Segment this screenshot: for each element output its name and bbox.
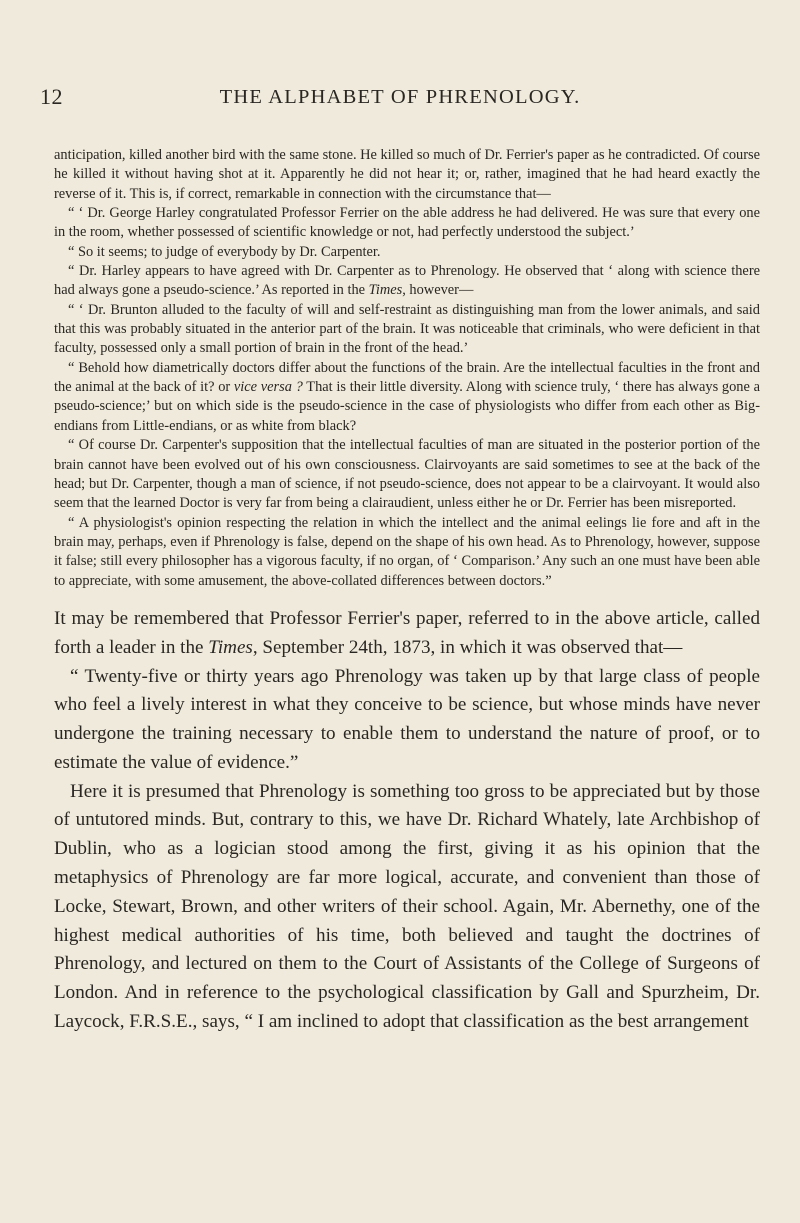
quoted-paragraph: anticipation, killed another bird with the same stone. He killed so much of Dr. Ferrier's paper as he contradicted. Of course he killed it without having shot at it. Apparently he did not hear it; or, rather, imagined that he had heard exactly the reverse of it. This is, if correct, remarkable in connection with the circumstance that—: [54, 147, 760, 202]
main-text-run: , September 24th, 1873, in which it was observed that—: [252, 636, 683, 658]
quoted-text: “ Dr. Harley appears to have agreed with Dr. Carpenter as to Phrenology. He observed that ‘ along with science there had always gone a pseudo-science.’ As reported in the: [54, 263, 760, 299]
quoted-text: “ Behold how diametrically doctors differ about the functions of the brain. Are the intellectual faculties in the front and the animal at the back of it? or: [54, 359, 760, 396]
quoted-paragraph: “ ‘ Dr. Brunton alluded to the faculty of will and self-restraint as distinguishing man from the lower animals, and said that this was probably situated in the anterior part of the brain. It was noticeable that criminals, who were deficient in that faculty, possessed only a small portion of brain in the front of the head.’: [54, 301, 760, 357]
quoted-paragraph: [54, 359, 760, 436]
running-title: THE ALPHABET OF PHRENOLOGY.: [219, 86, 581, 108]
times-italic: Times: [368, 282, 403, 299]
page-body: [54, 146, 760, 1037]
quoted-paragraph: [54, 262, 760, 301]
quoted-text: That is their little diversity. Along with science truly, ‘ there has always gone a pseudo-science;’ but on which side is the pseudo-science in the case of physiologists who differ from each other as Big-endians from Little-endians, or as white from black?: [54, 379, 760, 434]
main-paragraph: Here it is presumed that Phrenology is something too gross to be appreciated but by those of untutored minds. But, contrary to this, we have Dr. Richard Whately, late Archbishop of Dublin, who as a logician stood among the first, giving it as his opinion that the metaphysics of Phrenology are far more logical, accurate, and convenient than those of Locke, Stewart, Brown, and other writers of their school. Again, Mr. Abernethy, one of the highest medical authorities of his time, both believed and taught the doctrines of Phrenology, and lectured on them to the Court of Assistants of the College of Surgeons of London. And in reference to the psychological classification by Gall and Spurzheim, Dr. Laycock, F.R.S.E., says, “ I am inclined to adopt that classification as the best arrangement: [54, 780, 760, 1033]
vice-versa-italic: vice versa ?: [233, 379, 303, 396]
quoted-article: [54, 146, 760, 591]
quoted-text: , however—: [402, 282, 474, 299]
times-italic: Times: [208, 636, 253, 658]
quoted-paragraph: “ A physiologist's opinion respecting the relation in which the intellect and the animal eelings lie fore and aft in the brain may, perhaps, even if Phrenology is false, depend on the shape of his own head. As to Phrenology, however, suppose it false; still every philosopher has a vigorous faculty, if no organ, of ‘ Comparison.’ Any such an one must have been able to appreciate, with some amusement, the above-collated differences between doctors.”: [54, 514, 760, 589]
main-paragraph: [54, 605, 760, 663]
quoted-paragraph: “ Of course Dr. Carpenter's supposition that the intellectual faculties of man are situated in the posterior portion of the brain cannot have been evolved out of his own consciousness. Clairvoyants are said sometimes to see at the back of the head; but Dr. Carpenter, though a man of science, if not pseudo-science, does not appear to be a clairvoyant. It would also seem that the learned Doctor is very far from being a clairaudient, unless either he or Dr. Ferrier has been misreported.: [54, 437, 760, 512]
main-text: [54, 605, 760, 1037]
main-text-run: It may be remembered that Professor Ferrier's paper, referred to in the above article, called forth a leader in the: [54, 607, 760, 658]
quoted-paragraph: “ ‘ Dr. George Harley congratulated Professor Ferrier on the able address he had delivered. He was sure that every one in the room, whether possessed of scientific knowledge or not, had perfectly understood the subject.’: [54, 205, 760, 241]
main-paragraph: “ Twenty-five or thirty years ago Phrenology was taken up by that large class of people who feel a lively interest in what they conceive to be science, but whose minds have never undergone the training necessary to enable them to understand the nature of proof, or to estimate the value of evidence.”: [54, 665, 760, 773]
quoted-paragraph: “ So it seems; to judge of everybody by Dr. Carpenter.: [68, 243, 381, 260]
page-number: 12: [40, 84, 63, 109]
